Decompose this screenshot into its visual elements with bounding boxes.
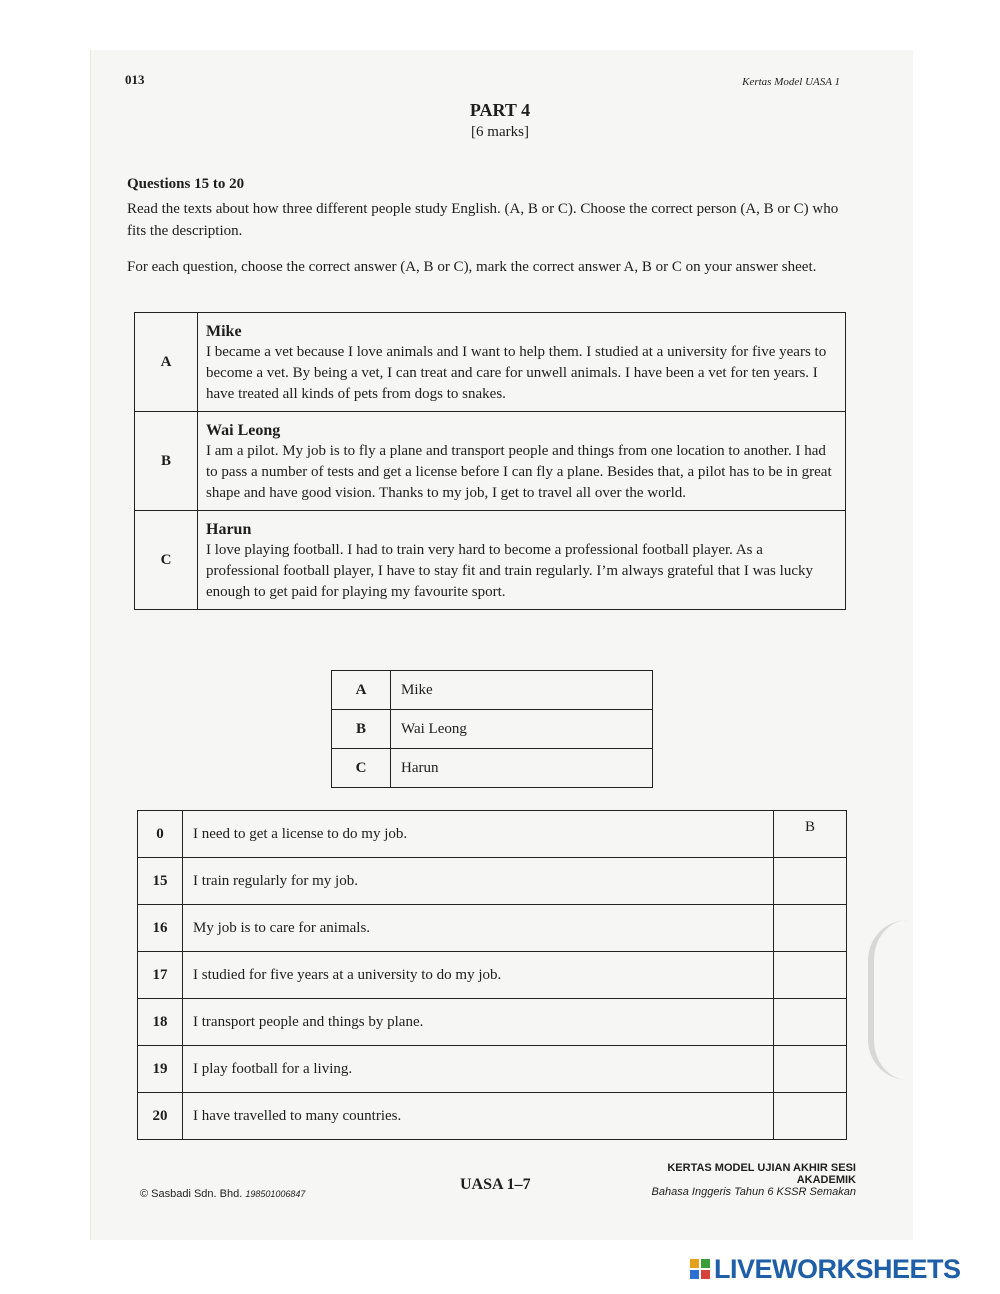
page-number: UASA 1–7 [460, 1176, 531, 1193]
liveworksheets-logo [690, 1254, 961, 1284]
names-letter: A [332, 671, 391, 710]
person-text: I am a pilot. My job is to fly a plane and transport people and things from one location to another. I had to pass a number of tests and get a license before I can fly a plane. Besides that, a pilot has to be in great shape and have good vision. Thanks to my job, I get to travel all over the world. [206, 443, 832, 501]
paper-code: 013 [125, 72, 145, 87]
names-letter: C [332, 749, 391, 788]
question-number: 16 [138, 905, 183, 952]
text-row-a [135, 313, 846, 412]
person-text: I love playing football. I had to train very hard to become a professional football player. As a professional football player, I have to stay fit and train regularly. I’m always grateful that I was lucky enough to get paid for playing my favourite sport. [206, 542, 813, 600]
question-row-15 [138, 858, 847, 905]
text-row-c [135, 511, 846, 610]
person-name: Harun [206, 521, 252, 538]
question-row-18 [138, 999, 847, 1046]
names-row [332, 749, 653, 788]
text-row-b [135, 412, 846, 511]
series-title: KERTAS MODEL UJIAN AKHIR SESI AKADEMIK [667, 1162, 856, 1186]
question-statement: I train regularly for my job. [183, 858, 774, 905]
person-text: I became a vet because I love animals and I want to help them. I studied at a university for five years to become a vet. By being a vet, I can treat and care for unwell animals. I have been a vet for ten years. I have treated all kinds of pets from dogs to snakes. [206, 344, 827, 402]
footer-series [610, 1162, 856, 1198]
question-number: 19 [138, 1046, 183, 1093]
names-row [332, 710, 653, 749]
question-number: 18 [138, 999, 183, 1046]
question-row-16 [138, 905, 847, 952]
question-statement: I studied for five years at a university to do my job. [183, 952, 774, 999]
questions-instruction: For each question, choose the correct answer (A, B or C), mark the correct answer A, B or C on your answer sheet. [127, 259, 817, 275]
footer-copyright [140, 1188, 305, 1200]
logo-text: LIVEWORKSHEETS [714, 1253, 961, 1284]
question-number: 0 [138, 811, 183, 858]
part-title: PART 4 [469, 100, 531, 120]
texts-table [134, 312, 846, 610]
names-name: Harun [391, 749, 653, 788]
answer-box-15[interactable] [774, 858, 847, 905]
question-number: 20 [138, 1093, 183, 1140]
part-marks: [6 marks] [471, 124, 529, 140]
text-letter: C [135, 511, 198, 610]
question-statement: I need to get a license to do my job. [183, 811, 774, 858]
paper-series-label: Kertas Model UASA 1 [742, 76, 840, 88]
question-number: 17 [138, 952, 183, 999]
names-row [332, 671, 653, 710]
question-statement: I have travelled to many countries. [183, 1093, 774, 1140]
answer-box-17[interactable] [774, 952, 847, 999]
names-table [331, 670, 653, 788]
text-letter: A [135, 313, 198, 412]
text-letter: B [135, 412, 198, 511]
question-row-20 [138, 1093, 847, 1140]
questions-heading: Questions 15 to 20 [127, 176, 245, 192]
logo-squares-icon [690, 1259, 710, 1279]
questions-table [137, 810, 847, 1140]
question-statement: My job is to care for animals. [183, 905, 774, 952]
answer-example: B [774, 811, 847, 858]
text-body [198, 511, 846, 610]
text-body [198, 412, 846, 511]
question-statement: I play football for a living. [183, 1046, 774, 1093]
question-row-17 [138, 952, 847, 999]
subject-title: Bahasa Inggeris Tahun 6 KSSR Semakan [651, 1186, 856, 1198]
page-curl-shadow [868, 920, 914, 1080]
registration-number: 198501006847 [245, 1189, 306, 1199]
names-name: Wai Leong [391, 710, 653, 749]
question-row-0 [138, 811, 847, 858]
text-body [198, 313, 846, 412]
names-letter: B [332, 710, 391, 749]
question-statement: I transport people and things by plane. [183, 999, 774, 1046]
answer-box-16[interactable] [774, 905, 847, 952]
person-name: Wai Leong [206, 422, 281, 439]
answer-box-18[interactable] [774, 999, 847, 1046]
person-name: Mike [206, 323, 242, 340]
question-row-19 [138, 1046, 847, 1093]
copyright-text: © Sasbadi Sdn. Bhd. [140, 1188, 243, 1200]
questions-intro: Read the texts about how three different people study English. (A, B or C). Choose the correct person (A, B or C) who fits the description. [127, 201, 839, 239]
answer-box-19[interactable] [774, 1046, 847, 1093]
question-number: 15 [138, 858, 183, 905]
names-name: Mike [391, 671, 653, 710]
answer-box-20[interactable] [774, 1093, 847, 1140]
